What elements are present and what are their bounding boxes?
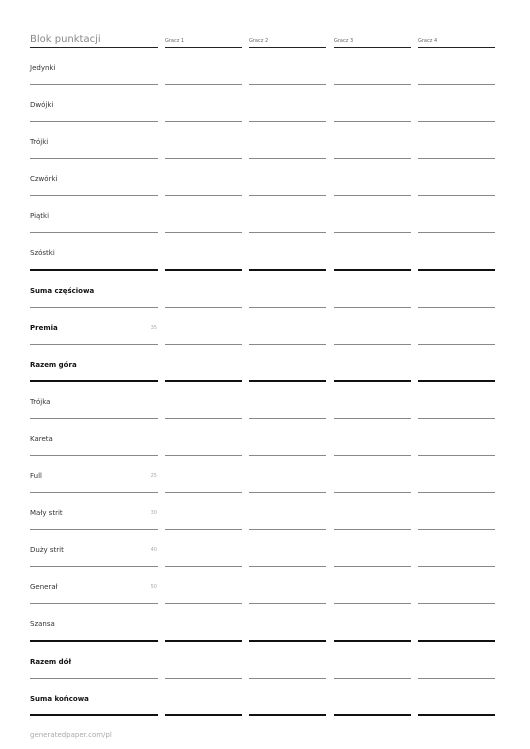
row-label: Duży strit xyxy=(30,546,64,555)
row-label: Dwójki xyxy=(30,101,54,110)
row-points: 40 xyxy=(150,547,157,554)
player-1-header: Gracz 1 xyxy=(165,38,185,44)
row-label: Szansa xyxy=(30,620,55,629)
row-label: Razem dół xyxy=(30,657,72,666)
score-cell-player-2[interactable] xyxy=(249,714,326,715)
score-row xyxy=(30,345,495,382)
score-row xyxy=(30,382,495,419)
row-label: Trójki xyxy=(30,138,49,147)
score-row xyxy=(30,196,495,233)
row-label: Razem góra xyxy=(30,360,77,369)
score-cell-player-4[interactable] xyxy=(418,714,495,715)
footer-url: generatedpaper.com/pl xyxy=(30,731,112,739)
score-header xyxy=(30,34,495,48)
sheet-title: Blok punktacji xyxy=(30,34,101,45)
player-3-header: Gracz 3 xyxy=(334,38,354,44)
score-row xyxy=(30,233,495,270)
score-rows xyxy=(30,48,495,716)
row-label: Premia xyxy=(30,323,58,332)
row-label: Mały strit xyxy=(30,509,63,518)
label-line xyxy=(30,714,158,715)
player-2-header: Gracz 2 xyxy=(249,38,269,44)
score-row xyxy=(30,48,495,85)
score-row xyxy=(30,271,495,308)
row-label: Czwórki xyxy=(30,175,58,184)
row-label: Full xyxy=(30,472,42,481)
score-row xyxy=(30,530,495,567)
score-cell-player-1[interactable] xyxy=(165,714,242,715)
row-points: 30 xyxy=(150,510,157,517)
row-label: Szóstki xyxy=(30,249,55,258)
row-label: Jedynki xyxy=(30,64,56,72)
score-row xyxy=(30,604,495,641)
row-label: Generał xyxy=(30,583,58,592)
row-points: 50 xyxy=(150,584,157,591)
row-points: 35 xyxy=(150,324,157,331)
row-label: Piątki xyxy=(30,212,50,221)
row-label: Kareta xyxy=(30,434,53,443)
row-label: Suma częściowa xyxy=(30,286,95,295)
score-cell-player-3[interactable] xyxy=(334,714,411,715)
player-4-header: Gracz 4 xyxy=(418,38,438,44)
row-label: Trójka xyxy=(30,397,51,406)
score-row xyxy=(30,308,495,345)
score-row xyxy=(30,493,495,530)
score-row xyxy=(30,456,495,493)
score-row xyxy=(30,679,495,716)
row-points: 25 xyxy=(150,473,157,480)
score-row xyxy=(30,419,495,456)
score-row xyxy=(30,642,495,679)
score-row xyxy=(30,159,495,196)
score-row xyxy=(30,567,495,604)
row-label: Suma końcowa xyxy=(30,694,89,703)
score-row xyxy=(30,85,495,122)
score-row xyxy=(30,122,495,159)
